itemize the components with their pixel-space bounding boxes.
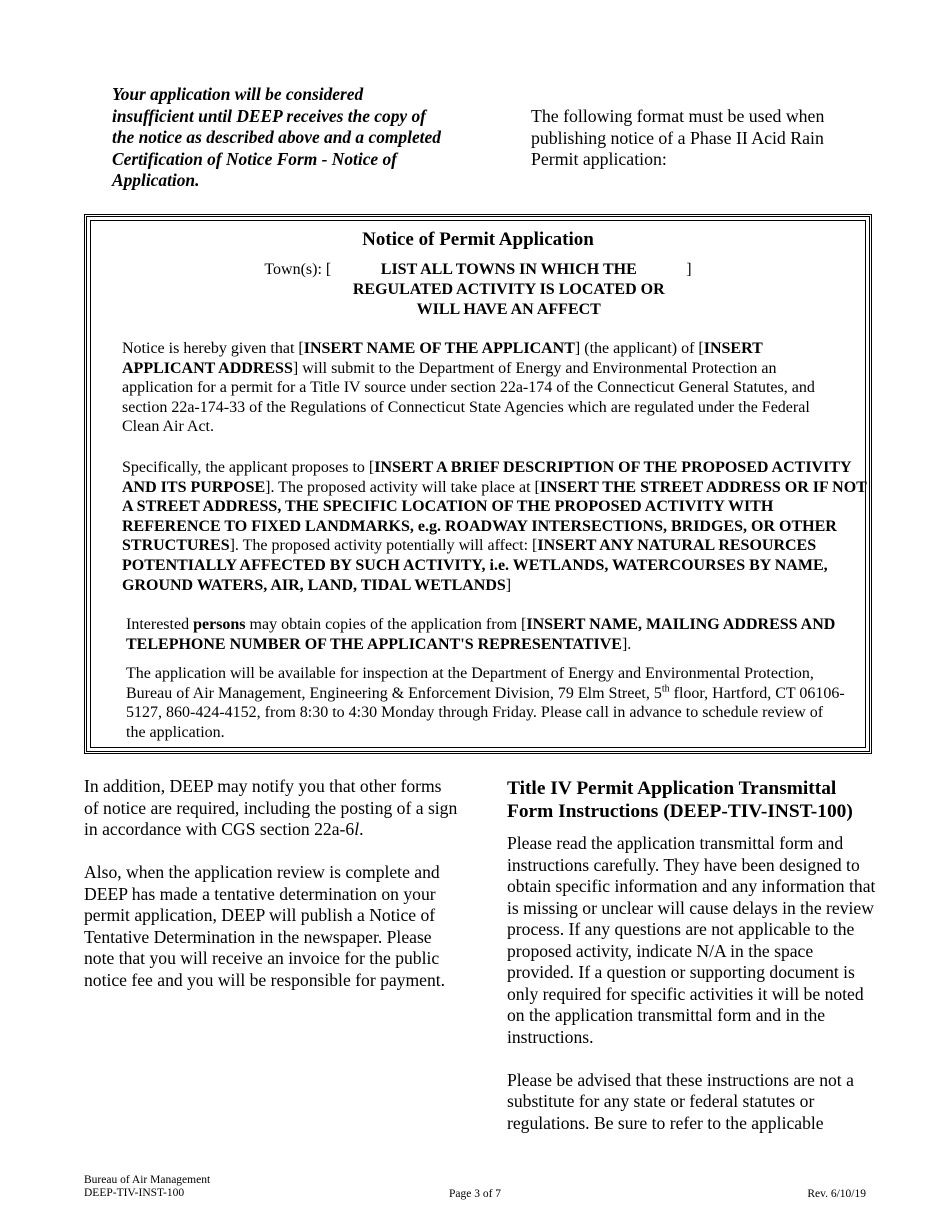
- notice-paragraph-activity: Specifically, the applicant proposes to [INSERT A BRIEF DESCRIPTION OF THE PROPOSED ACTIVITY AND ITS PURPOSE]. The proposed activity will take place at [INSERT THE STREET ADDRESS OR IF NOT A STREET ADDRESS, THE SPECIFIC LOCATION OF THE PROPOSED ACTIVITY WITH REFERENCE TO FIXED LANDMARKS, e.g. ROADWAY INTERSECTIONS, BRIDGES, OR OTHER STRUCTURES]. The proposed activity potentially will affect: [INSERT ANY NATURAL RESOURCES POTENTIALLY AFFECTED BY SUCH ACTIVITY, i.e. WETLANDS, WATERCOURSES BY NAME, GROUND WATERS, AIR, LAND, TIDAL WETLANDS]: [122, 459, 867, 594]
- additional-notice-paragraph: In addition, DEEP may notify you that other forms of notice are required, including the posting of a sign in accordance with CGS section 22a-6l.: [84, 776, 458, 839]
- notice-paragraph-inspection: The application will be available for inspection at the Department of Energy and Environmental Protection, Bureau of Air Management, Engineering & Enforcement Division, 79 Elm Street, 5th floor, Hartford, CT 06106-5127, 860-424-4152, from 8:30 to 4:30 Monday through Friday. Please call in advance to schedule review of the application.: [126, 665, 845, 741]
- notice-paragraph-applicant: Notice is hereby given that [INSERT NAME OF THE APPLICANT] (the applicant) of [INSERT APPLICANT ADDRESS] will submit to the Department of Energy and Environmental Protection an application for a permit for a Title IV source under section 22a-174 of the Connecticut General Statutes, and section 22a-174-33 of the Regulations of Connecticut State Agencies which are regulated under the Federal Clean Air Act.: [122, 340, 815, 436]
- notice-title: Notice of Permit Application: [362, 229, 594, 250]
- advisory-paragraph: Please be advised that these instructions are not a substitute for any state or federal statutes or regulations. Be sure to refer to the applicable: [507, 1069, 854, 1133]
- insufficient-application-note: Your application will be considered insufficient until DEEP receives the copy of the notice as described above and a completed Certification of Notice Form - Notice of Application.: [112, 84, 441, 191]
- notice-towns: Town(s): [ LIST ALL TOWNS IN WHICH THE REGULATED ACTIVITY IS LOCATED OR WILL HAVE AN AFFECT]: [264, 261, 692, 318]
- right-column: [507, 778, 877, 1134]
- tentative-determination-paragraph: Also, when the application review is complete and DEEP has made a tentative determination on your permit application, DEEP will publish a Notice of Tentative Determination in the newspaper. Please note that you will receive an invoice for the public notice fee and you will be responsible for payment.: [84, 862, 446, 990]
- section-heading: Title IV Permit Application Transmittal Form Instructions (DEEP-TIV-INST-100): [507, 778, 853, 822]
- footer-page-number: Page 3 of 7: [448, 1188, 502, 1200]
- footer-revision: Rev. 6/10/19: [807, 1188, 866, 1200]
- left-column: [84, 776, 459, 991]
- footer-form-id: DEEP-TIV-INST-100: [84, 1187, 185, 1199]
- instructions-paragraph: Please read the application transmittal form and instructions carefully. They have been designed to obtain specific information and any information that is missing or unclear will cause delays in the review process. If any questions are not applicable to the proposed activity, indicate N/A in the space provided. If a question or supporting document is only required for specific activities it will be noted on the application transmittal form and in the instructions.: [507, 833, 876, 1047]
- notice-format-intro: The following format must be used when publishing notice of a Phase II Acid Rain Permit application:: [531, 106, 825, 170]
- notice-template-box: [84, 214, 872, 754]
- notice-paragraph-copies: Interested persons may obtain copies of the application from [INSERT NAME, MAILING ADDRESS AND TELEPHONE NUMBER OF THE APPLICANT'S REPRESENTATIVE].: [126, 616, 836, 653]
- footer-bureau: Bureau of Air Management: [84, 1174, 211, 1186]
